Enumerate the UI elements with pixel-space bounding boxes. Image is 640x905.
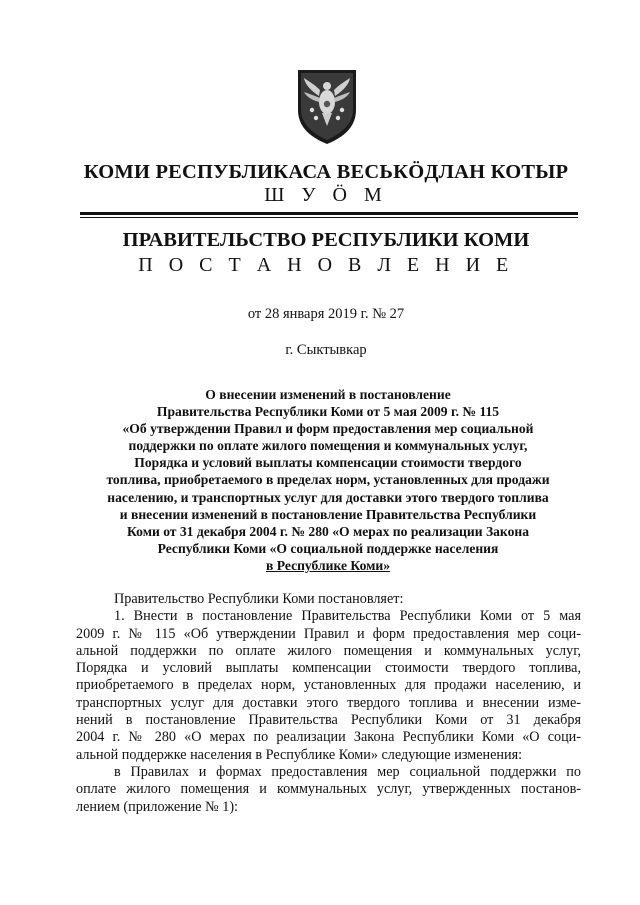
subject-line: Республики Коми «О социальной поддержке населения (157, 540, 499, 556)
subject-line: топлива, приобретаемого в пределах норм, установленных для продажи (106, 472, 550, 488)
body-line: оплате жилого помещения и коммунальных услуг, утвержденных постанов- (76, 781, 581, 798)
body-line: 2009 г. № 115 «Об утверждении Правил и форм предоставления мер соци- (76, 625, 581, 642)
body-line: альной поддержке населения в Республике Коми» следующие изменения: (76, 746, 523, 763)
body-line: 1. Внести в постановление Правительства Республики Коми от 5 мая (114, 608, 581, 625)
subject-line: и внесении изменений в постановление Правительства Республики (119, 506, 537, 522)
intro-paragraph: Правительство Республики Коми постановляет: (114, 591, 404, 607)
paragraph-item-1 (76, 608, 581, 764)
body-line: 2004 г. № 280 «О мерах по реализации Закона Республики Коми «О соци- (76, 729, 581, 746)
komi-document-type: Ш У Ӧ М (264, 184, 388, 206)
subject-line: О внесении изменений в постановление (205, 387, 451, 402)
header-divider-thick (80, 212, 578, 215)
document-type: П О С Т А Н О В Л Е Н И Е (138, 254, 514, 276)
subject-line-underlined: в Республике Коми» (266, 557, 390, 573)
body-line: приобретаемого в пределах норм, установленных для продажи населению, и (76, 677, 581, 694)
body-line: в Правилах и формах предоставления мер социальной поддержки по (114, 763, 581, 780)
subject-line: «Об утверждении Правил и форм предоставления мер социальной (122, 421, 534, 437)
subject-line: населению, и транспортных услуг для доставки этого твердого топлива (107, 489, 549, 505)
body-line: Порядка и условий выплаты компенсации стоимости твердого топлива, (76, 660, 581, 677)
paragraph-item-2 (76, 764, 581, 816)
date-number: от 28 января 2019 г. № 27 (247, 306, 405, 322)
subject-line: поддержки по оплате жилого помещения и коммунальных услуг, (128, 438, 528, 454)
body-line: нений в постановление Правительства Республики Коми от 31 декабря (76, 712, 581, 729)
body-line: лением (приложение № 1): (76, 798, 238, 815)
city: г. Сыктывкар (285, 342, 367, 358)
komi-government-title: КОМИ РЕСПУБЛИКАСА ВЕСЬКӦДЛАН КОТЫР (83, 161, 569, 183)
subject-line: Порядка и условий выплаты компенсации стоимости твердого (134, 455, 522, 471)
subject-line: Коми от 31 декабря 2004 г. № 280 «О мерах по реализации Закона (126, 523, 530, 539)
subject-heading (78, 386, 578, 574)
government-title: ПРАВИТЕЛЬСТВО РЕСПУБЛИКИ КОМИ (122, 229, 530, 251)
komi-coat-of-arms-icon (294, 66, 360, 146)
subject-line: Правительства Республики Коми от 5 мая 2009 г. № 115 (156, 404, 500, 420)
body-line: транспортных услуг для доставки этого твердого топлива и внесении изме- (76, 694, 581, 711)
header-divider-thin (80, 217, 578, 218)
body-line: альной поддержки по оплате жилого помещения и коммунальных услуг, (76, 642, 581, 659)
document-body (76, 591, 581, 816)
